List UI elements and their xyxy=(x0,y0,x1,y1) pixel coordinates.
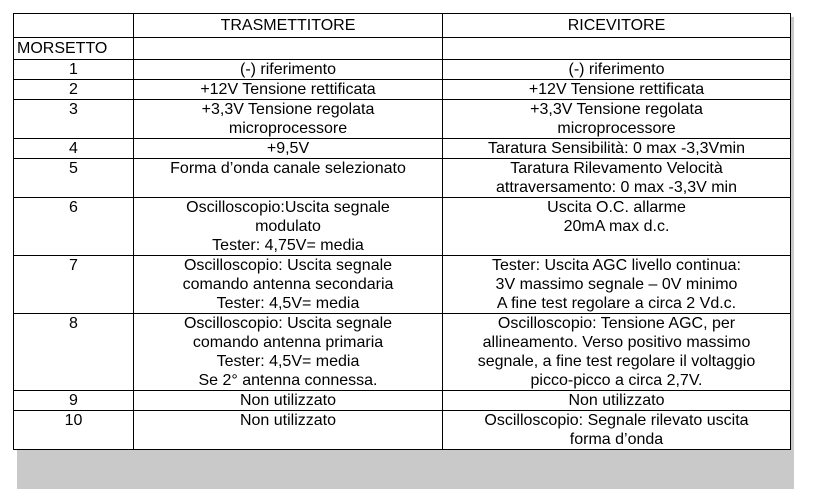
receiver-cell-line: +3,3V Tensione regolata xyxy=(530,101,703,118)
terminal-number-cell: 9 xyxy=(14,391,134,411)
transmitter-cell xyxy=(134,391,443,411)
receiver-cell-line: picco-picco a circa 2,7V. xyxy=(530,372,703,389)
receiver-cell xyxy=(443,139,791,159)
receiver-cell xyxy=(443,100,791,139)
receiver-cell xyxy=(443,411,791,450)
transmitter-cell-line: microprocessore xyxy=(228,120,348,137)
transmitter-cell-line: modulato xyxy=(255,218,321,235)
terminal-number-cell: 3 xyxy=(14,100,134,139)
table-row xyxy=(14,80,791,100)
receiver-cell-line: 20mA max d.c. xyxy=(563,218,670,235)
terminal-number-cell: 4 xyxy=(14,139,134,159)
terminal-table xyxy=(13,13,791,450)
receiver-cell-line: attraversamento: 0 max -3,3V min xyxy=(496,179,737,196)
receiver-cell-line: Non utilizzato xyxy=(568,392,665,409)
transmitter-cell-line: Oscilloscopio:Uscita segnale xyxy=(186,199,390,216)
transmitter-cell-line: Oscilloscopio: Uscita segnale xyxy=(183,257,393,274)
terminal-number-cell: 8 xyxy=(14,314,134,391)
receiver-cell-line: +12V Tensione rettificata xyxy=(528,81,705,98)
header-transmitter: TRASMETTITORE xyxy=(134,14,443,38)
receiver-cell xyxy=(443,314,791,391)
receiver-cell-line: A fine test regolare a circa 2 Vd.c. xyxy=(496,295,737,312)
transmitter-cell-line: +12V Tensione rettificata xyxy=(200,81,376,98)
transmitter-cell-line: Tester: 4,75V= media xyxy=(212,237,364,254)
receiver-cell-line: Uscita O.C. allarme xyxy=(547,199,686,216)
table-row xyxy=(14,256,791,314)
transmitter-cell xyxy=(134,314,443,391)
transmitter-cell-line: Non utilizzato xyxy=(239,392,337,409)
terminal-number-cell: 7 xyxy=(14,256,134,314)
transmitter-cell-line: Se 2° antenna connessa. xyxy=(198,372,378,389)
receiver-cell xyxy=(443,60,791,80)
receiver-cell-line: Taratura Rilevamento Velocità xyxy=(510,160,723,177)
terminal-number-cell: 6 xyxy=(14,198,134,256)
transmitter-cell-line: comando antenna secondaria xyxy=(182,276,394,293)
receiver-cell-line: segnale, a fine test regolare il voltaggio xyxy=(477,353,756,370)
table-row xyxy=(14,159,791,198)
table-row xyxy=(14,139,791,159)
receiver-cell-line: Tester: Uscita AGC livello continua: xyxy=(492,257,741,274)
transmitter-cell xyxy=(134,80,443,100)
transmitter-cell xyxy=(134,411,443,450)
receiver-cell-line: forma d’onda xyxy=(569,431,664,448)
terminal-number-cell: 2 xyxy=(14,80,134,100)
table-row xyxy=(14,314,791,391)
table-row xyxy=(14,100,791,139)
terminal-number-cell: 5 xyxy=(14,159,134,198)
transmitter-cell-line: +3,3V Tensione regolata xyxy=(201,101,375,118)
transmitter-cell xyxy=(134,139,443,159)
subheader-row xyxy=(14,38,791,60)
receiver-cell-line: allineamento. Verso positivo massimo xyxy=(482,334,751,351)
transmitter-cell xyxy=(134,198,443,256)
receiver-cell xyxy=(443,159,791,198)
transmitter-cell xyxy=(134,60,443,80)
receiver-cell xyxy=(443,80,791,100)
table-row xyxy=(14,411,791,450)
transmitter-cell xyxy=(134,159,443,198)
receiver-cell xyxy=(443,256,791,314)
transmitter-cell-line: (-) riferimento xyxy=(239,61,336,78)
header-terminal xyxy=(14,14,134,38)
header-receiver: RICEVITORE xyxy=(443,14,791,38)
transmitter-cell-line: comando antenna primaria xyxy=(192,334,384,351)
transmitter-cell-line: Non utilizzato xyxy=(239,412,337,429)
subheader-empty-cell xyxy=(443,38,791,60)
receiver-cell xyxy=(443,198,791,256)
header-row xyxy=(14,14,791,38)
transmitter-cell-line: +9,5V xyxy=(266,140,310,157)
receiver-cell-line: Oscilloscopio: Tensione AGC, per xyxy=(497,315,736,332)
terminal-number-cell: 1 xyxy=(14,60,134,80)
receiver-cell-line: Oscilloscopio: Segnale rilevato uscita xyxy=(484,412,749,429)
transmitter-cell xyxy=(134,256,443,314)
receiver-cell-line: Taratura Sensibilità: 0 max -3,3Vmin xyxy=(488,140,745,157)
transmitter-cell-line: Forma d’onda canale selezionato xyxy=(170,160,406,177)
receiver-cell xyxy=(443,391,791,411)
receiver-cell-line: microprocessore xyxy=(557,120,676,137)
subheader-empty-cell xyxy=(134,38,443,60)
receiver-cell-line: (-) riferimento xyxy=(568,61,665,78)
table-row xyxy=(14,60,791,80)
table-row xyxy=(14,391,791,411)
transmitter-cell-line: Tester: 4,5V= media xyxy=(216,295,360,312)
table-row xyxy=(14,198,791,256)
terminal-number-cell: 10 xyxy=(14,411,134,450)
receiver-cell-line: 3V massimo segnale – 0V minimo xyxy=(495,276,738,293)
subheader-terminal-label: MORSETTO xyxy=(14,38,134,60)
transmitter-cell xyxy=(134,100,443,139)
transmitter-cell-line: Tester: 4,5V= media xyxy=(216,353,360,370)
transmitter-cell-line: Oscilloscopio: Uscita segnale xyxy=(183,315,393,332)
